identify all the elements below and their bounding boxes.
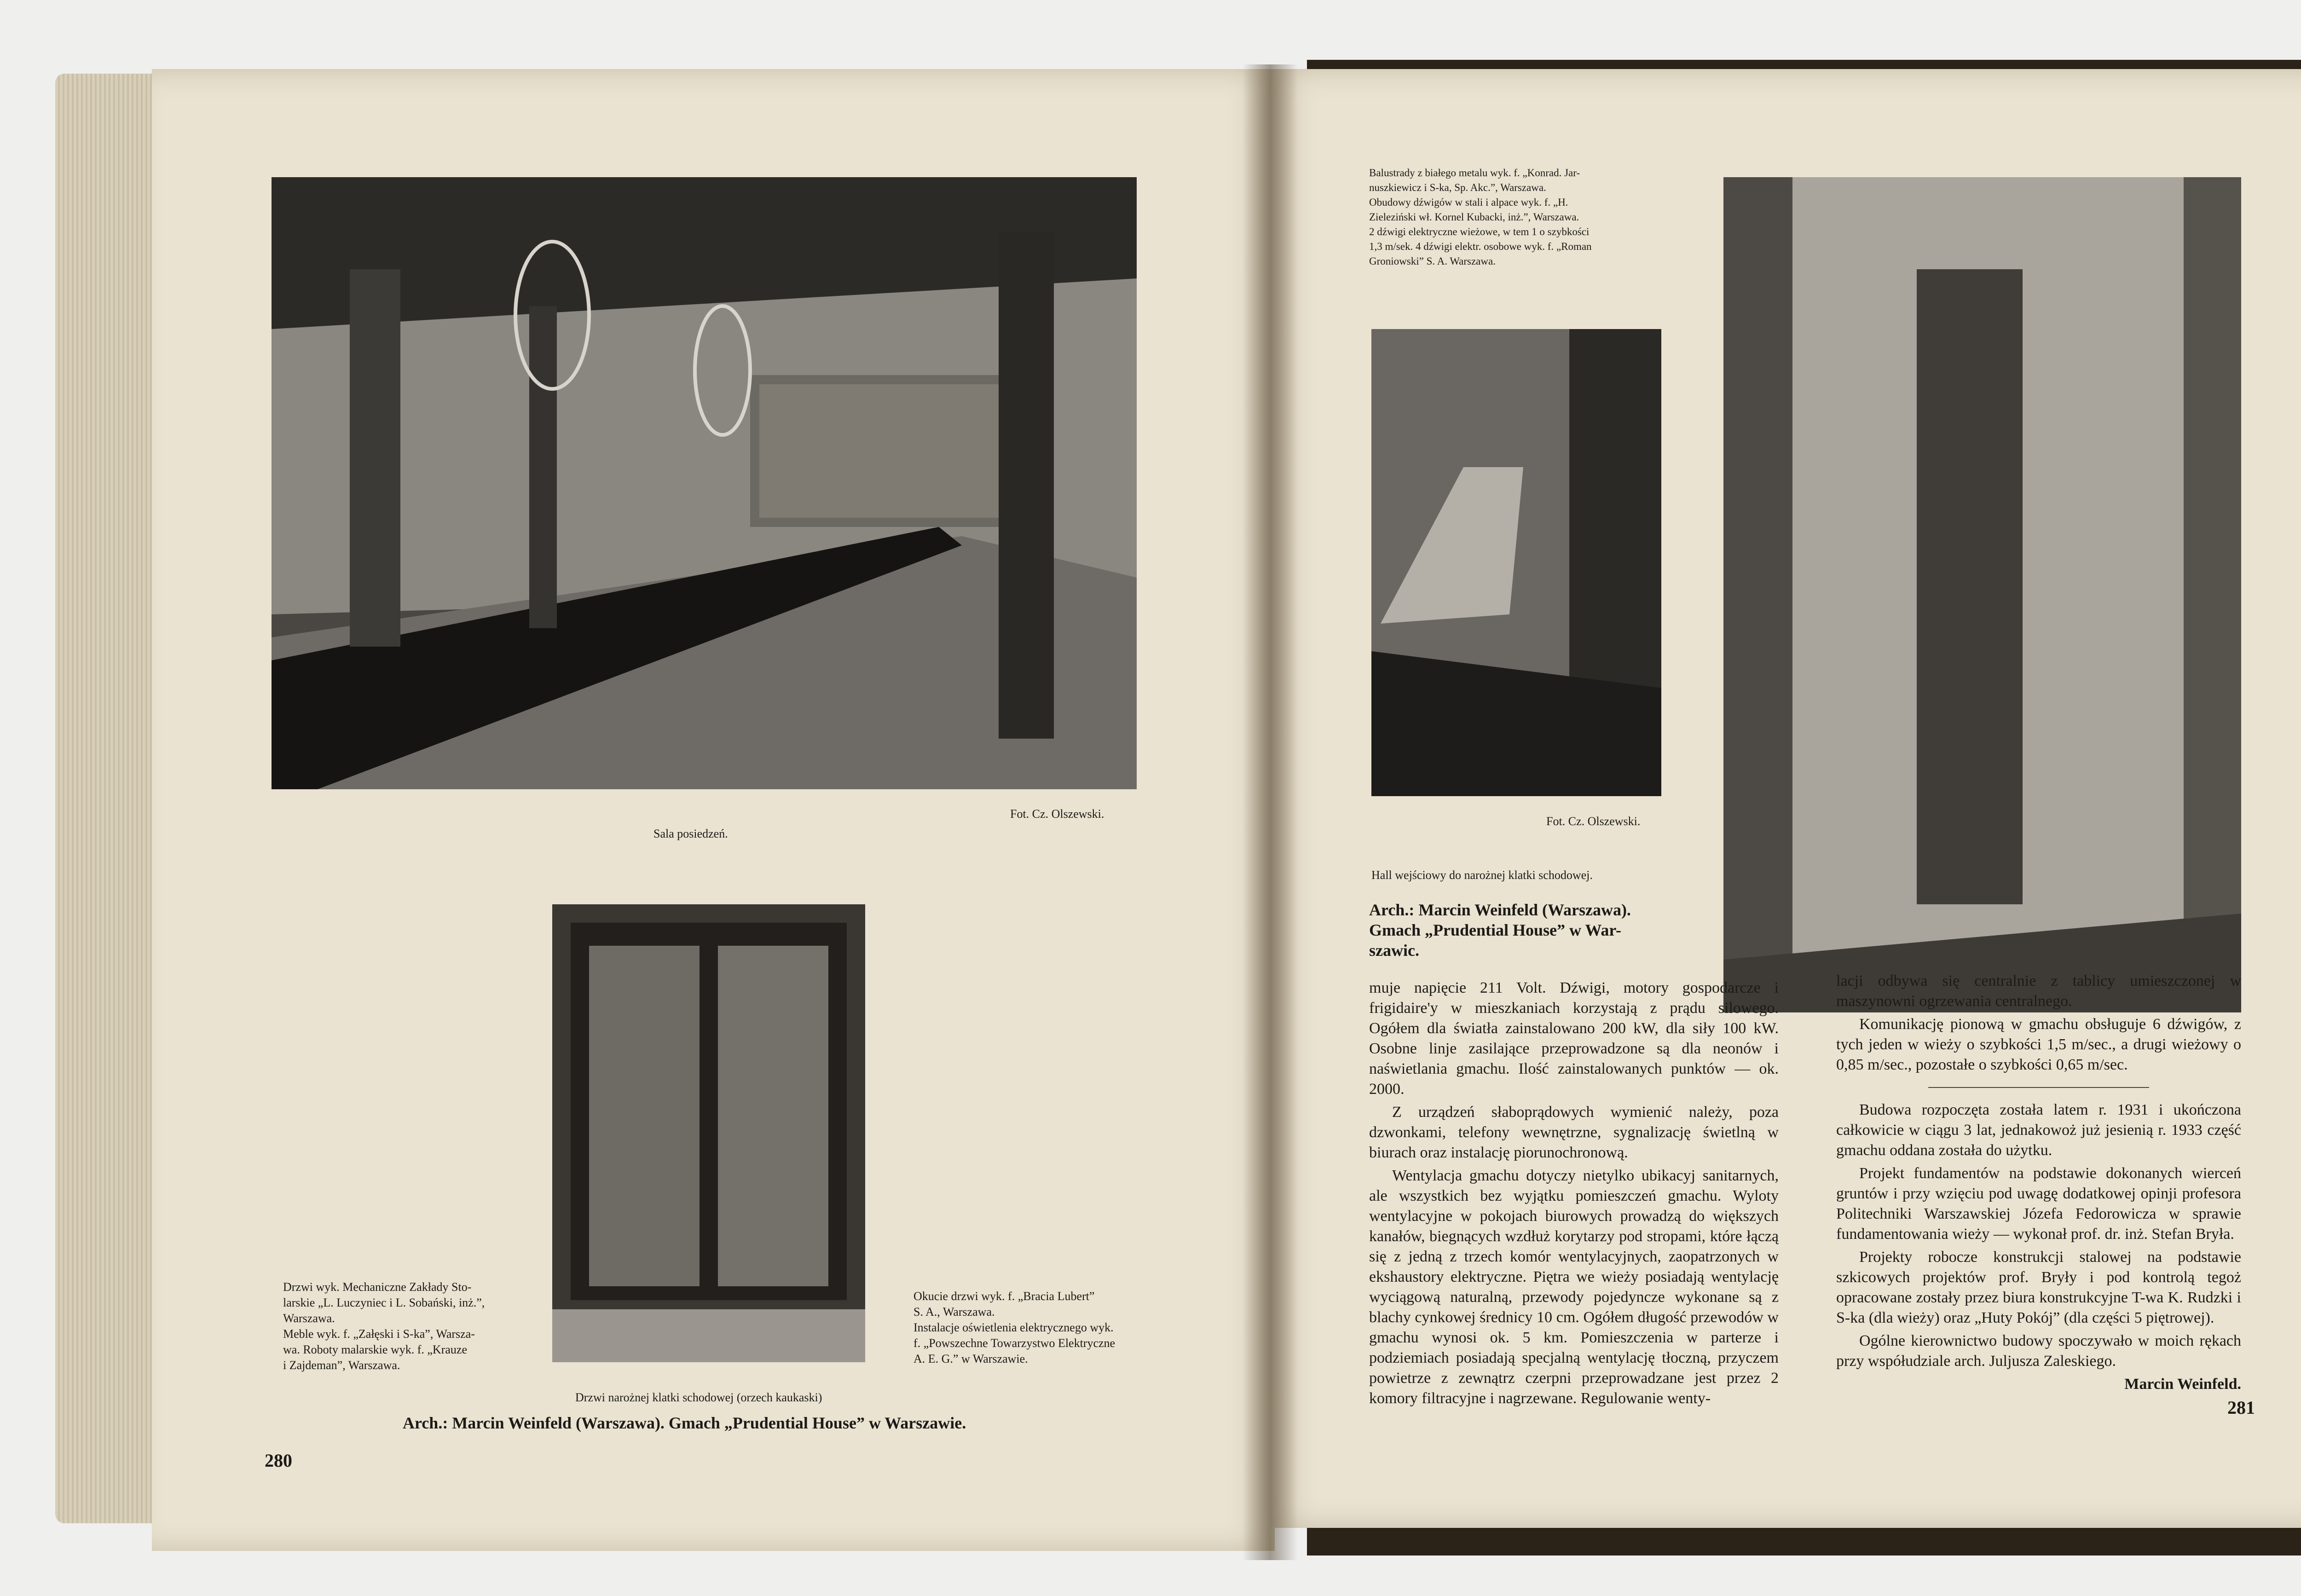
page-edges [55,74,166,1523]
col1-paragraph: Z urządzeń słaboprądowych wymienić należy, poza dzwonkami, telefony wewnętrzne, sygnalizację świetlną w biurach oraz instalację piorunochronową. [1369,1104,1779,1161]
right-page-number: 281 [2227,1397,2255,1418]
text-column-1 [1369,978,1779,1411]
book-spine [1243,64,1298,1560]
photo-door [552,904,865,1362]
right-top-caption: Balustrady z białego metalu wyk. f. „Konrad. Jar- nuszkiewicz i S-ka, Sp. Akc.”, Warszawa. Obudowy dźwigów w stali i alpace wyk. f. „H. Zieleziński wł. Kornel Kubacki, inż.”, Warszawa. 2 dźwigi elektryczne wieżowe, w tem 1 o szybkości 1,3 m/sek. 4 dźwigi elektr. osobowe wyk. f. „Roman Groniowski” S. A. Warszawa. [1369,167,1592,267]
stair-photo-caption: Hall wejściowy do narożnej klatki schodowej. [1371,868,1593,882]
col2-paragraph: Projekt fundamentów na podstawie dokonanych wierceń gruntów i przy wzięciu pod uwagę dodatkowej opinji profesora Politechniki Warszawskiej Józefa Fedorowicza w sprawie fundamentowania wieży — wykonał prof. dr. inż. Stefan Bryła. [1836,1165,2241,1243]
col2-paragraph: Ogólne kierownictwo budowy spoczywało w moich rękach przy współudziale arch. Juljusza Zaleskiego. [1836,1332,2241,1370]
left-page-title: Arch.: Marcin Weinfeld (Warszawa). Gmach „Prudential House” w Warszawie. [403,1414,966,1432]
signature: Marcin Weinfeld. [2124,1376,2241,1393]
doors-caption-left: Drzwi wyk. Mechaniczne Zakłady Sto- larskie „L. Luczyniec i L. Sobański, inż.”, Warszawa. Meble wyk. f. „Załęski i S-ka”, Warsza- wa. Roboty malarskie wyk. f. „Krauze i Zajdeman”, Warszawa. [283,1280,485,1372]
conference-photo-credit: Fot. Cz. Olszewski. [1010,807,1104,821]
photo-conference-room [272,177,1137,789]
col2-paragraph: Budowa rozpoczęta została latem r. 1931 i ukończona całkowicie w ciągu 3 lat, jednakowoż już jesienią r. 1933 część gmachu oddana została do użytku. [1836,1101,2241,1159]
text-column-2 [1836,971,2241,1394]
col2-paragraph: lacji odbywa się centralnie z tablicy umieszczonej w maszynowni ogrzewania centralnego. [1836,972,2241,1010]
conference-photo-caption: Sala posiedzeń. [653,827,728,840]
col2-paragraph: Komunikację pionową w gmachu obsługuje 6 dźwigów, z tych jeden w wieży o szybkości 1,5 m/sec., a drugi wieżowy o 0,85 m/sec., pozostałe o szybkości 0,65 m/sec. [1836,1016,2241,1073]
col1-paragraph: Wentylacja gmachu dotyczy nietylko ubikacyj sanitarnych, ale wszystkich bez wyjątku pomieszczeń gmachu. Wyloty wentylacyjne w pokojach biurowych prowadzą do większych kanałów, biegnących wzdłuż korytarzy pod stropami, które łączą się z jedną z trzech komór wentylacyjnych, zaopatrzonych w ekshaustory elektryczne. Piętra we wieży posiadają wentylację wyciągową naturalną, przewody pojedyncze wykonane są z blachy cynkowej średnicy 10 cm. Ogółem długość przewodów w gmachu wynosi ok. 5 km. Pomieszczenia w parterze i podziemiach posiadają specjalną wentylację tłoczną, przyczem powietrze z zewnątrz czerpni przeprowadzane jest przez 2 komory filtracyjne i nagrzewane. Regulowanie wenty- [1369,1167,1779,1407]
col2-paragraph: Projekty robocze konstrukcji stalowej na podstawie szkicowych projektów prof. Bryły i pod kontrolą tegoż opracowane zostały przez biura konstrukcyjne T-wa K. Rudzki i S-ka (dla wieży) oraz „Huty Pokój” (dla części 5 piętrowej). [1836,1249,2241,1326]
col1-paragraph: muje napięcie 211 Volt. Dźwigi, motory gospodarcze i frigidaire'y w mieszkaniach korzystają z prądu silowego. Ogółem dla światła zainstalowano 200 kW, dla siły 100 kW. Osobne linje zasilające przeprowadzone są dla neonów i naświetlania gmachu. Ilość zainstalowanych punktów — ok. 2000. [1369,979,1779,1098]
stair-photo-credit: Fot. Cz. Olszewski. [1546,815,1641,828]
left-page [152,69,1275,1551]
left-page-number: 280 [265,1450,292,1471]
photo-hall [1723,177,2241,1012]
right-page-heading: Arch.: Marcin Weinfeld (Warszawa). Gmach „Prudential House” w War- szawic. [1369,901,1631,960]
doors-caption-right: Okucie drzwi wyk. f. „Bracia Lubert” S. A., Warszawa. Instalacje oświetlenia elektrycznego wyk. f. „Powszechne Towarzystwo Elektryczne A. E. G.” w Warszawie. [913,1290,1116,1365]
section-divider [1928,1087,2149,1088]
photo-staircase [1371,329,1661,796]
door-photo-caption: Drzwi narożnej klatki schodowej (orzech kaukaski) [575,1391,822,1404]
right-page [1270,69,2301,1528]
